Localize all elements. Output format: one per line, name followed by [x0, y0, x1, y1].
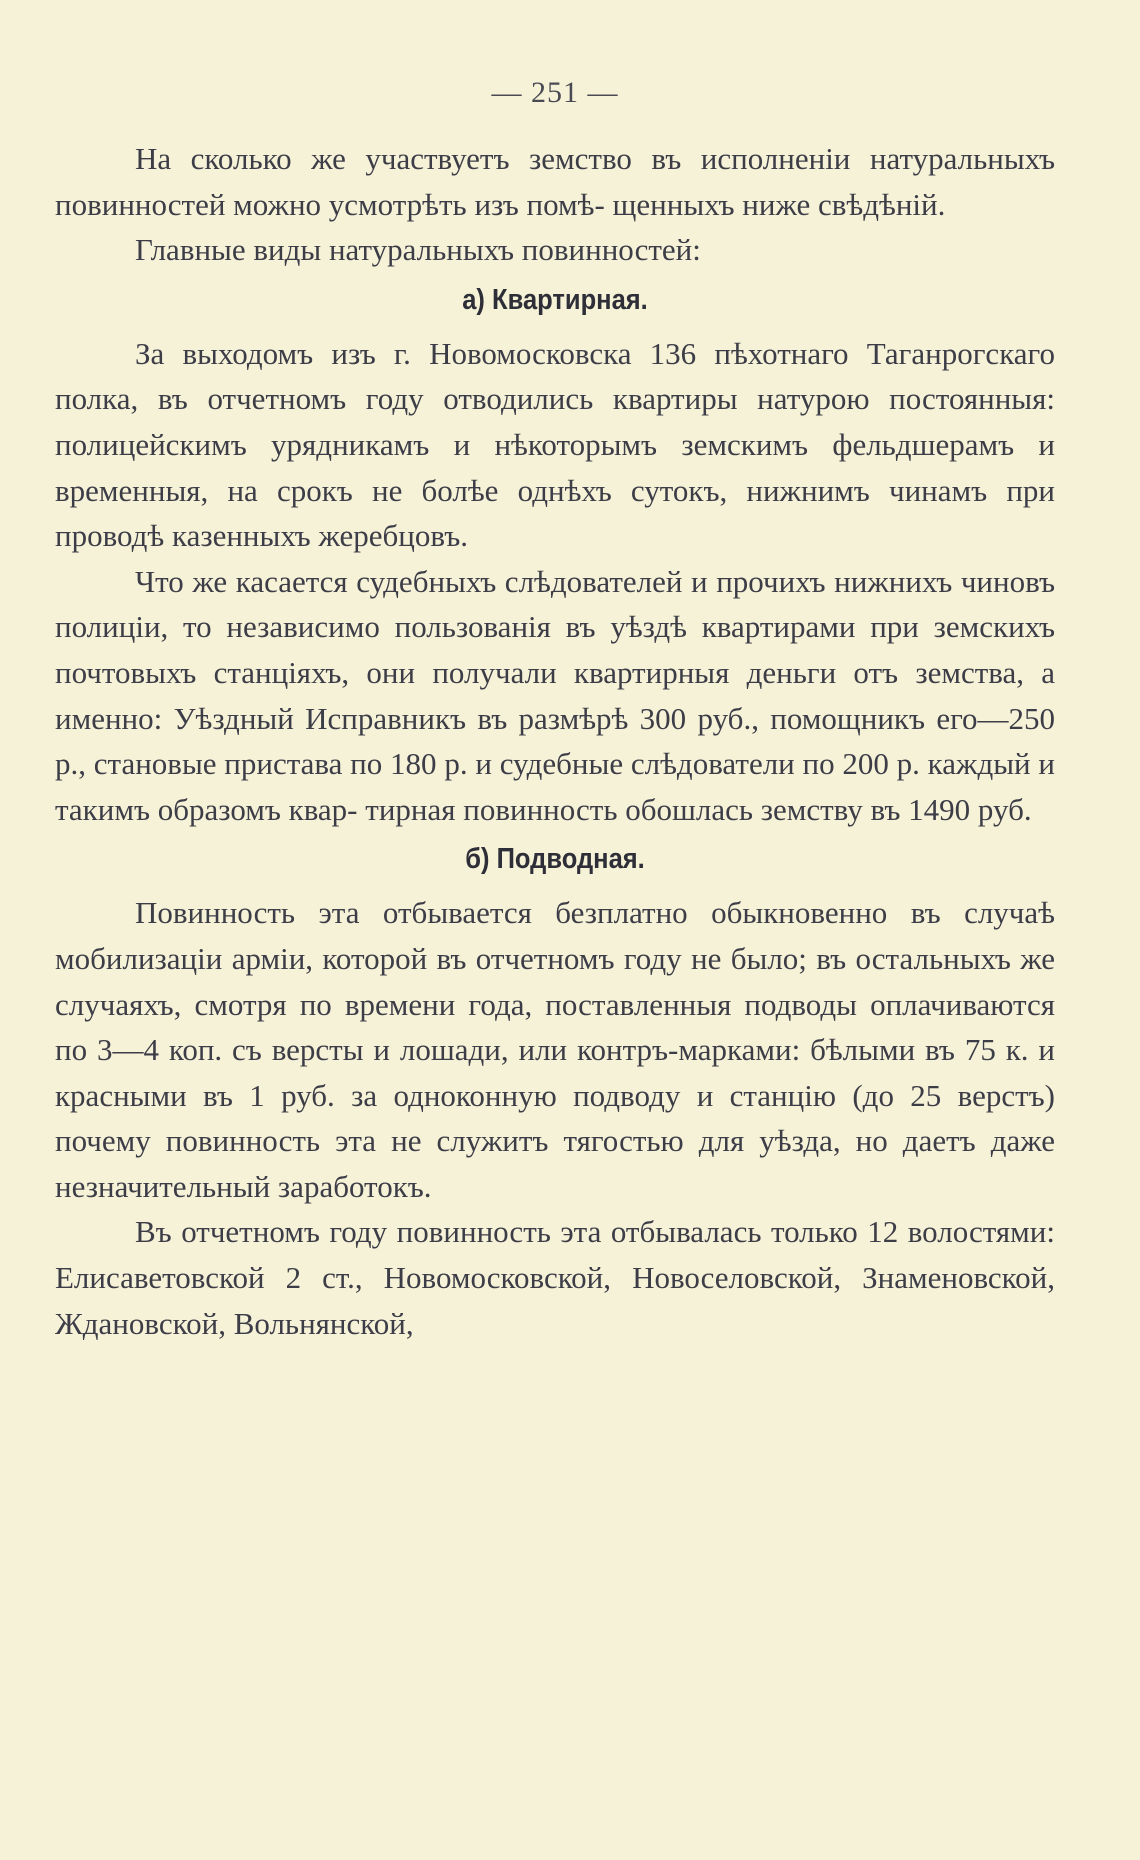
- text-line: и нѣкоторымъ земскимъ фельдшерамъ и временныя, на: [55, 426, 1056, 508]
- paragraph-main-types: [55, 227, 1055, 273]
- text-line: въ случаѣ мобилизаціи арміи, которой въ отчетномъ году: [55, 895, 1055, 976]
- paragraph-intro: [55, 136, 1055, 227]
- text-line: слѣдователи по 200 р. каждый и такимъ образомъ квар-: [55, 746, 1056, 827]
- document-page: [55, 70, 1055, 1346]
- text-line: (до 25 верстъ) почему повинность эта не служитъ тягостью: [55, 1077, 1055, 1159]
- text-line: они получали квартирныя деньги отъ земства, а именно:: [55, 654, 1055, 736]
- text-line: Новоселовской, Знаменовской, Ждановской, Вольнянской,: [55, 1260, 1055, 1341]
- text-line: для уѣзда, но даетъ даже незначительный заработокъ.: [55, 1123, 1056, 1204]
- text-line: Главные виды натуральныхъ повинностей:: [135, 232, 701, 268]
- text-line: не было; въ остальныхъ же случаяхъ, смотря по времени: [55, 940, 1056, 1022]
- text-line: нижнихъ чиновъ полиціи, то независимо пользованія въ: [55, 563, 1056, 645]
- section-heading-quartering: а) Квартирная.: [462, 283, 648, 316]
- text-line: квартиры натурою постоянныя: полицейскимъ урядникамъ: [55, 381, 1055, 462]
- text-line: На сколько же участвуетъ земство въ исполненіи: [135, 141, 851, 176]
- text-line: съ версты и лошади, или контръ-марками: бѣлыми въ 75 к.: [232, 1032, 1029, 1068]
- text-line: 12 волостями: Елисаветовской 2 ст., Новомосковской,: [55, 1214, 1055, 1296]
- page-number: — 251 —: [491, 76, 619, 109]
- paragraph-cartage-1: [55, 890, 1055, 1209]
- paragraph-cartage-2: [55, 1209, 1055, 1346]
- text-line: года, поставленныя подводы оплачиваются по 3—4 коп.: [55, 986, 1056, 1068]
- text-line: натуральныхъ повинностей можно усмотрѣть изъ помѣ-: [55, 141, 1055, 222]
- section-heading-cartage: б) Подводная.: [465, 843, 645, 876]
- text-line: его—250 р., становые пристава по 180 р. и судебные: [55, 700, 1056, 782]
- text-line: и красными въ 1 руб. за одноконную подводу и станцію: [55, 1032, 1055, 1113]
- paragraph-quartering-1: [55, 331, 1055, 559]
- text-line: срокъ не болѣе однѣхъ сутокъ, нижнимъ чинамъ при: [276, 472, 1056, 508]
- text-line: Таганрогскаго полка, въ отчетномъ году отводились: [55, 335, 1055, 417]
- text-line: Уѣздный Исправникъ въ размѣрѣ 300 руб., помощникъ: [173, 700, 925, 736]
- text-line: За выходомъ изъ г. Новомосковска 136 пѣхотнаго: [135, 335, 849, 371]
- text-line: проводѣ казенныхъ жеребцовъ.: [55, 518, 468, 554]
- text-line: Что же касается судебныхъ слѣдователей и прочихъ: [135, 563, 826, 599]
- text-line: Въ отчетномъ году повинность эта отбывалась только: [135, 1214, 858, 1250]
- text-line: уѣздѣ квартирами при земскихъ почтовыхъ станціяхъ,: [55, 609, 1056, 690]
- paragraph-quartering-2: [55, 559, 1055, 833]
- text-line: тирная повинность обошлась земству въ 1490 руб.: [365, 791, 1032, 827]
- text-line: Повинность эта отбывается безплатно обыкновенно: [135, 895, 888, 931]
- text-line: щенныхъ ниже свѣдѣній.: [612, 186, 946, 222]
